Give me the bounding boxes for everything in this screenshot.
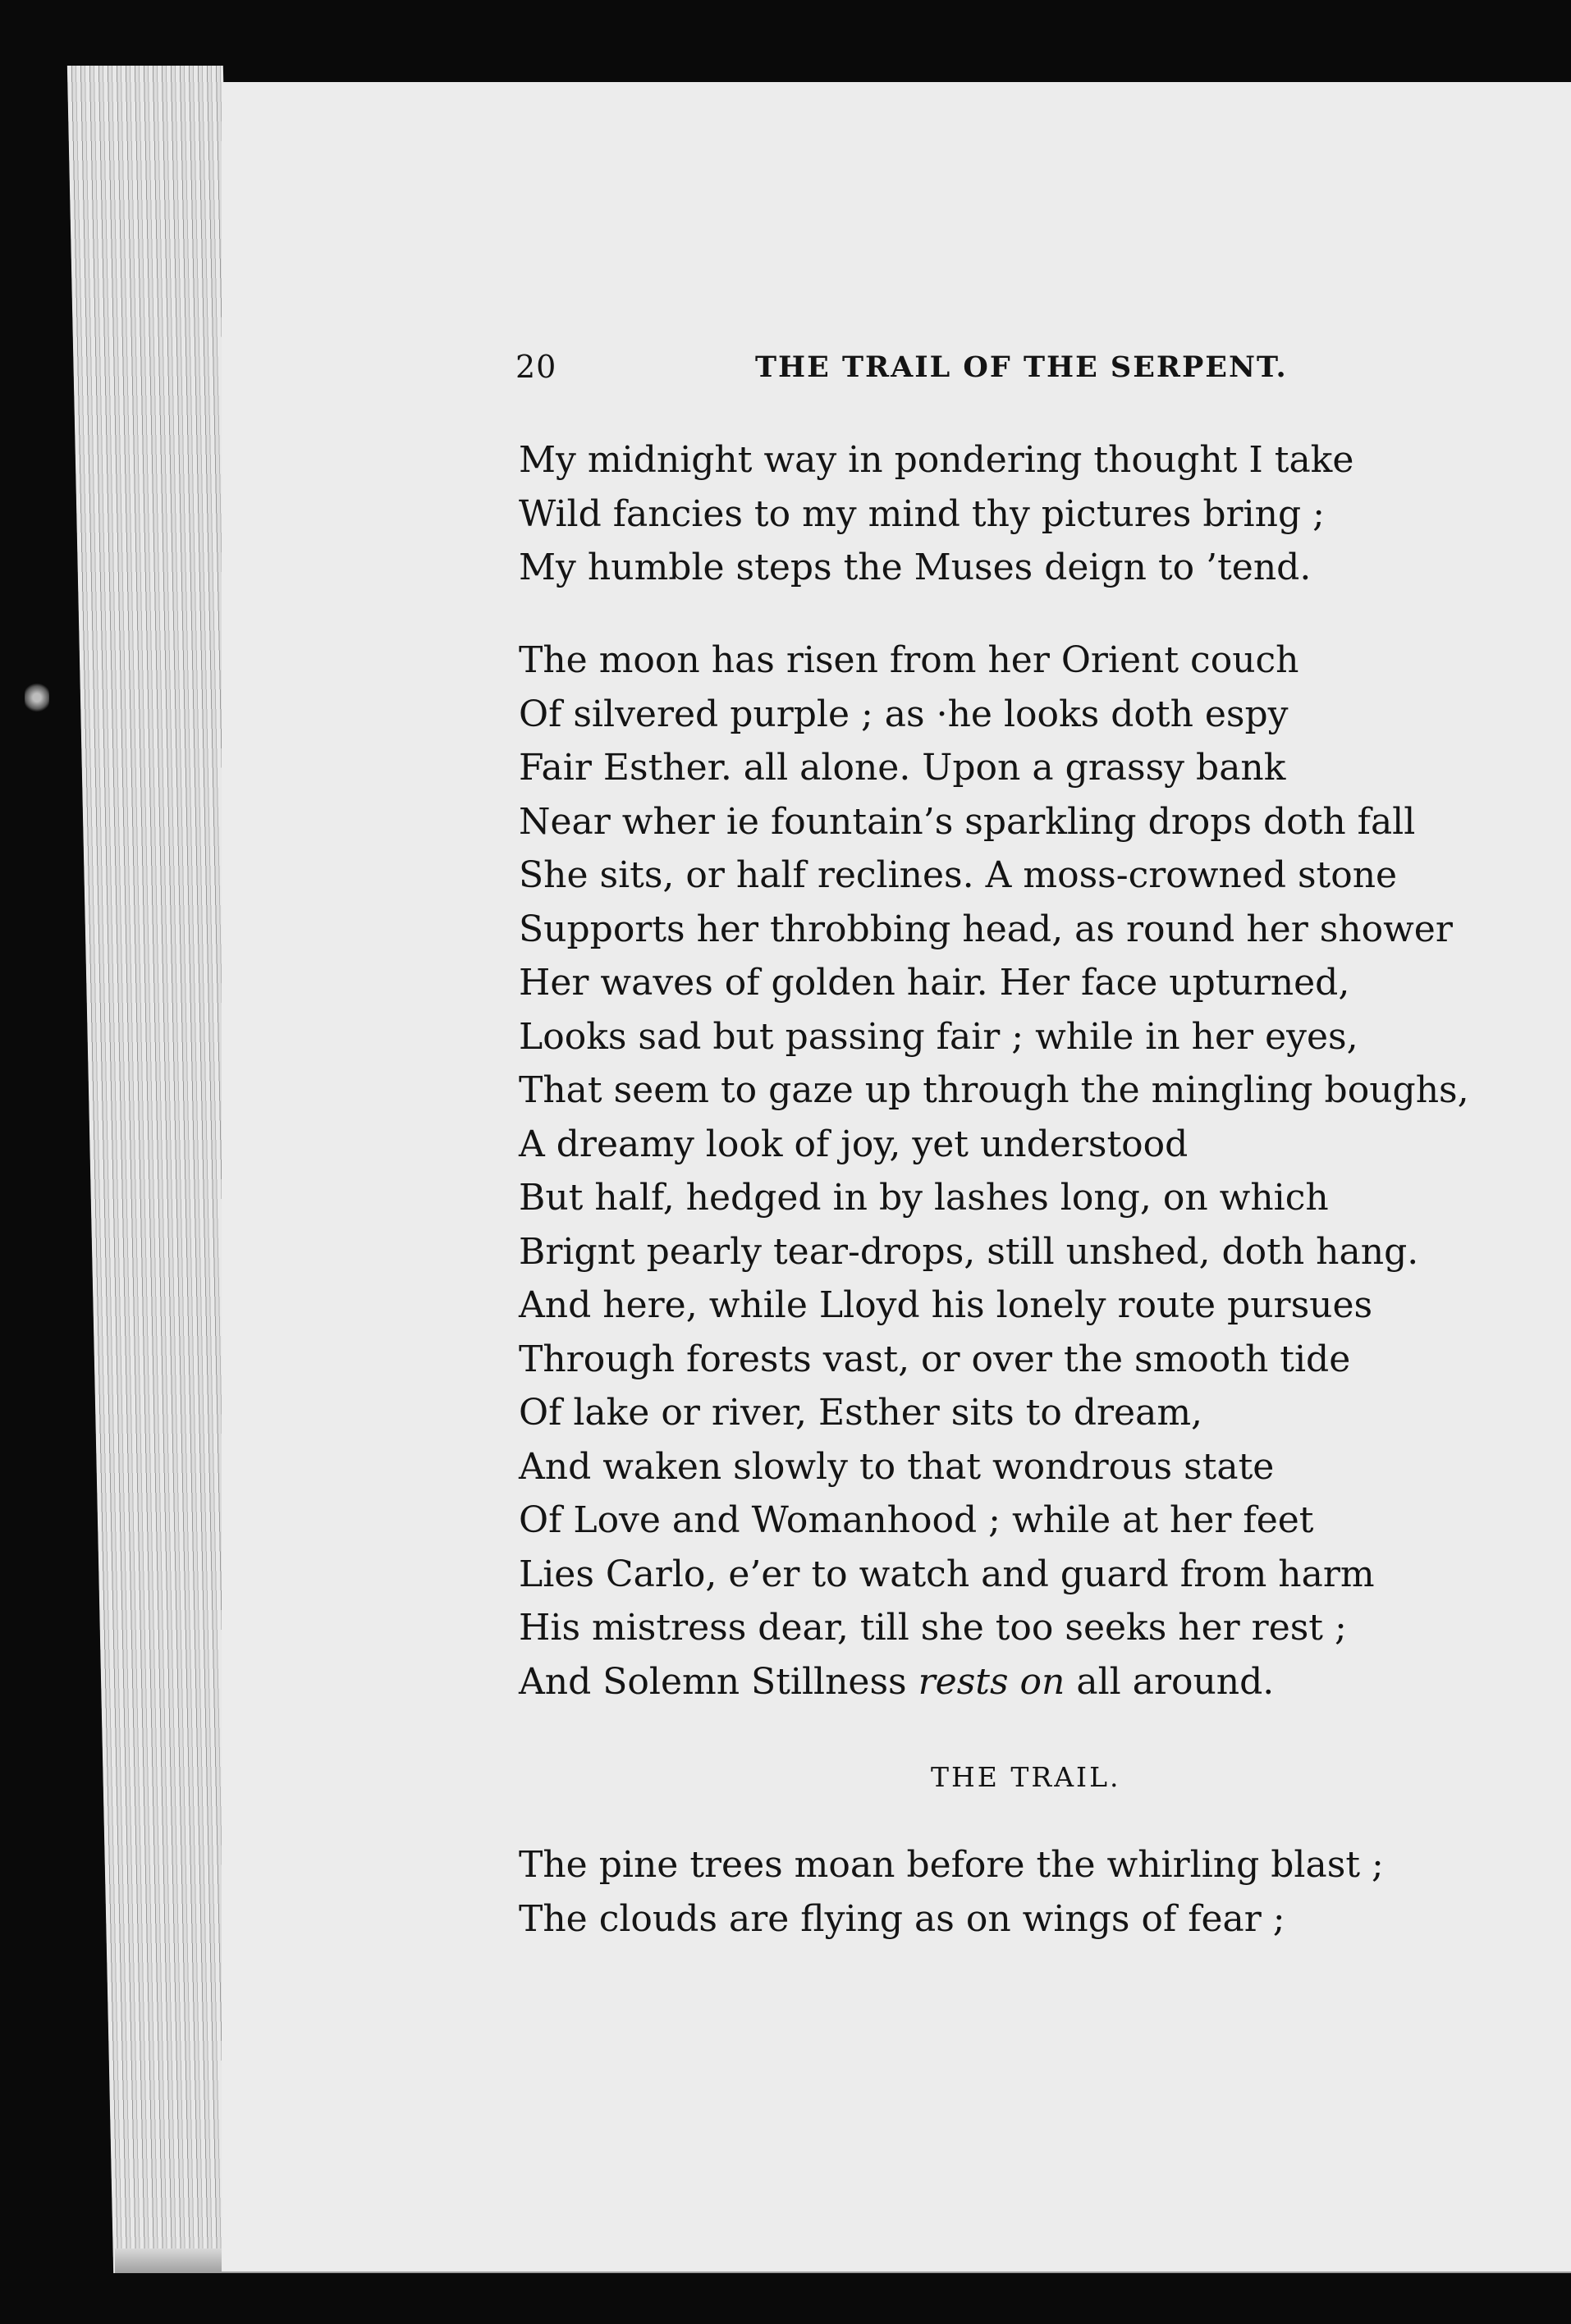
verse-line: She sits, or half reclines. A moss-crowned stone [519, 854, 1398, 896]
verse-line: And here, while Lloyd his lonely route pursues [519, 1284, 1373, 1326]
page-number: 20 [515, 349, 557, 385]
verse-line: Looks sad but passing fair ; while in her eyes, [519, 1015, 1358, 1058]
verse-line: The clouds are flying as on wings of fear ; [519, 1897, 1285, 1940]
verse-line: The moon has risen from her Orient couch [519, 639, 1299, 681]
verse-line: Brignt pearly tear-drops, still unshed, doth hang. [519, 1230, 1419, 1273]
running-head [515, 349, 1320, 390]
verse-line: His mistress dear, till she too seeks her rest ; [519, 1607, 1347, 1649]
stanza-3 [519, 1838, 1384, 1946]
verse-line: That seem to gaze up through the mingling boughs, [519, 1069, 1469, 1111]
verse-line: Wild fancies to my mind thy pictures bring ; [519, 492, 1325, 535]
verse-line: Fair Esther. all alone. Upon a grassy bank [519, 747, 1286, 789]
verse-line-last [519, 1655, 1469, 1709]
verse-line: But half, hedged in by lashes long, on which [519, 1177, 1329, 1219]
stanza-1 [519, 433, 1353, 595]
verse-line: A dreamy look of joy, yet understood [519, 1123, 1189, 1165]
verse-line: Her waves of golden hair. Her face upturned, [519, 962, 1350, 1004]
scan-speck [25, 681, 49, 714]
verse-line: Lies Carlo, e’er to watch and guard from harm [519, 1553, 1375, 1595]
verse-text: And Solemn Stillness [519, 1660, 918, 1703]
verse-text: all around. [1065, 1660, 1275, 1703]
stanza-2 [519, 634, 1469, 1709]
verse-line: Of Love and Womanhood ; while at her feet [519, 1499, 1314, 1541]
verse-line: Of silvered purple ; as ·he looks doth espy [519, 693, 1289, 735]
verse-line: Near wher ie fountain’s sparkling drops doth fall [519, 800, 1416, 843]
verse-italic-text: rests on [918, 1660, 1065, 1703]
verse-line: My humble steps the Muses deign to ’tend. [519, 547, 1312, 588]
verse-line: Of lake or river, Esther sits to dream, [519, 1392, 1203, 1434]
verse-line: The pine trees moan before the whirling blast ; [519, 1844, 1384, 1886]
verse-line: My midnight way in pondering thought I take [519, 439, 1354, 481]
verse-line: Through forests vast, or over the smooth tide [519, 1338, 1351, 1380]
verse-line: And waken slowly to that wondrous state [519, 1445, 1275, 1488]
section-heading: THE TRAIL. [931, 1761, 1121, 1793]
verse-line: Supports her throbbing head, as round her shower [519, 908, 1453, 950]
running-title: THE TRAIL OF THE SERPENT. [755, 350, 1288, 384]
